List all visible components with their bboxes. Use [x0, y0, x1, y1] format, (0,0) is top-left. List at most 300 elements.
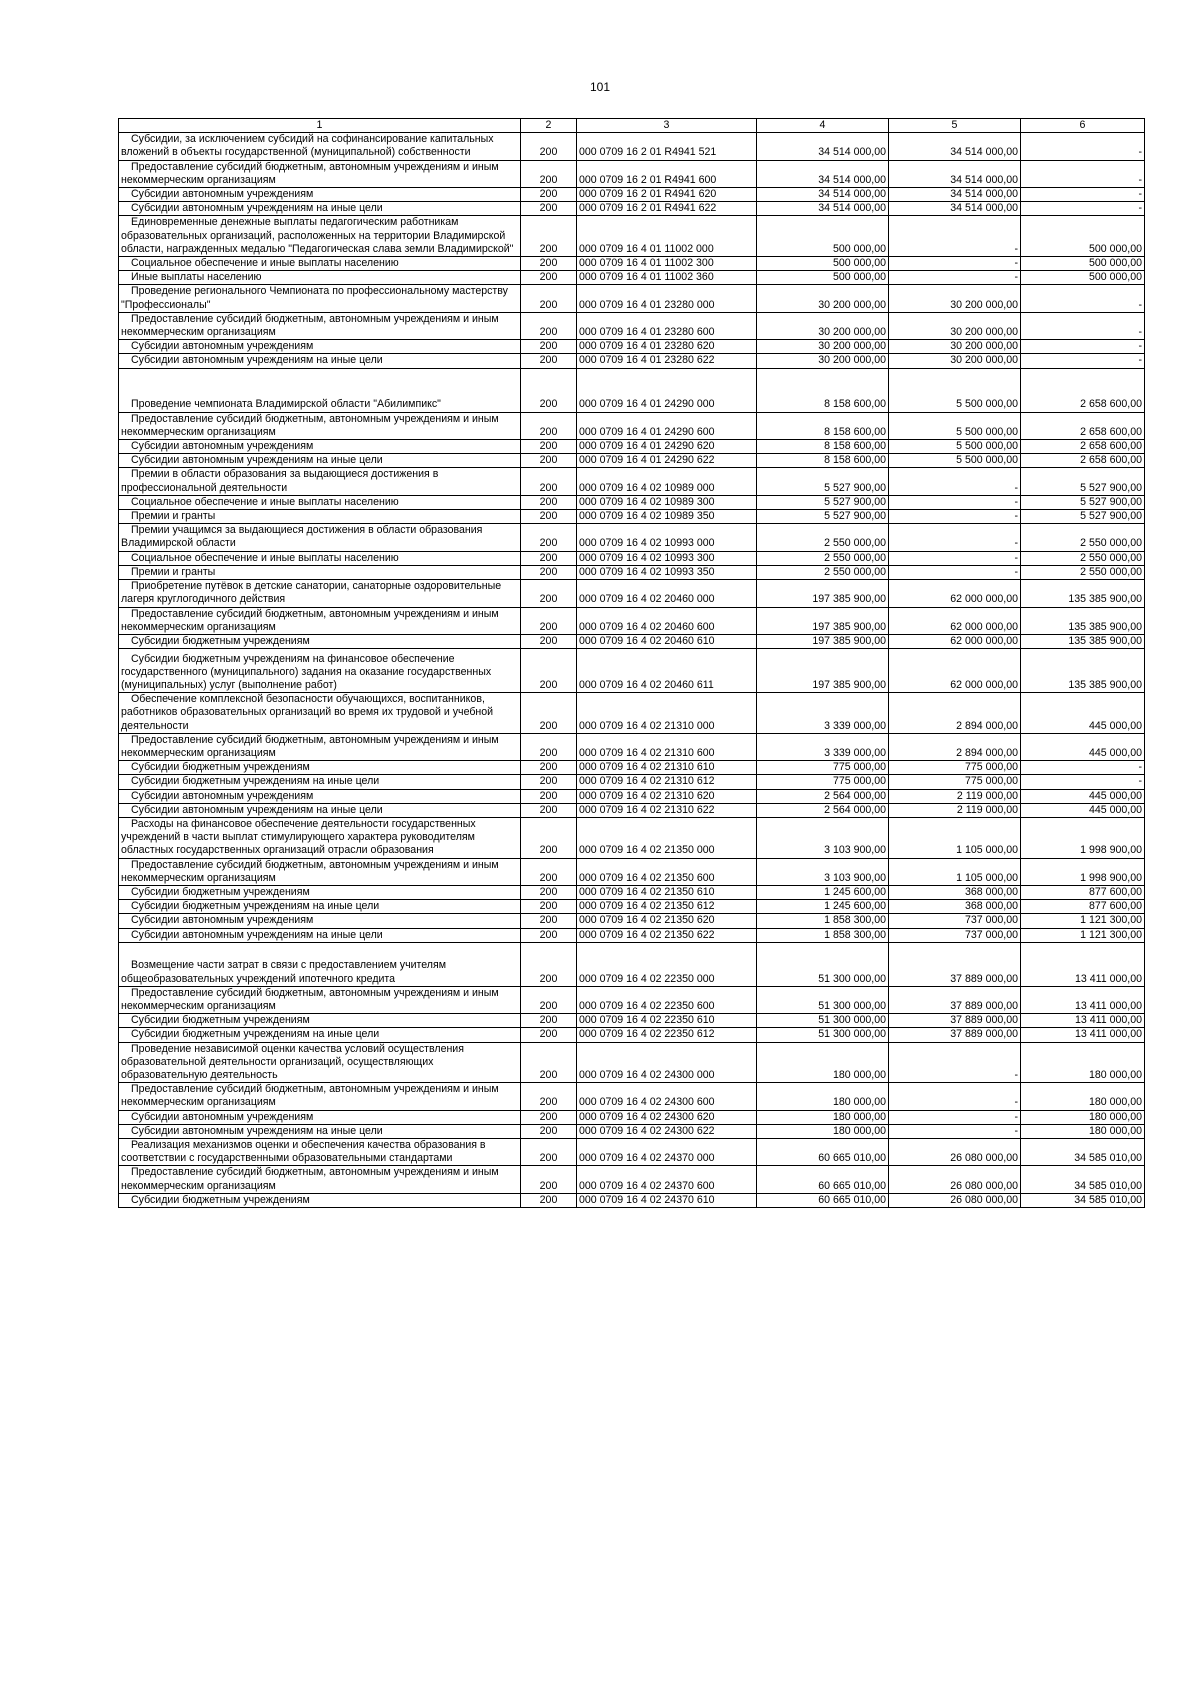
- row-value-col5: 1 105 000,00: [889, 858, 1021, 885]
- header-col-6: 6: [1021, 119, 1145, 133]
- row-value-col6: 877 600,00: [1021, 900, 1145, 914]
- row-name: Субсидии автономным учреждениям: [119, 914, 521, 928]
- row-code: 000 0709 16 4 02 21310 600: [577, 733, 757, 760]
- row-code: 000 0709 16 4 01 24290 600: [577, 412, 757, 439]
- row-value-col5: 34 514 000,00: [889, 133, 1021, 160]
- row-code: 000 0709 16 4 02 10993 350: [577, 565, 757, 579]
- row-grbs: 200: [521, 803, 577, 817]
- budget-table: [118, 118, 1145, 1208]
- row-name: Субсидии автономным учреждениям: [119, 340, 521, 354]
- row-code: 000 0709 16 2 01 R4941 600: [577, 160, 757, 187]
- row-code: 000 0709 16 4 02 21310 000: [577, 693, 757, 734]
- row-grbs: 200: [521, 1083, 577, 1110]
- row-value-col4: 60 665 010,00: [757, 1139, 889, 1166]
- row-code: 000 0709 16 4 01 11002 360: [577, 271, 757, 285]
- row-value-col5: 30 200 000,00: [889, 285, 1021, 312]
- row-value-col4: 197 385 900,00: [757, 607, 889, 634]
- header-row: [119, 119, 1145, 133]
- row-name: Предоставление субсидий бюджетным, автономным учреждениям и иным некоммерческим организациям: [119, 1083, 521, 1110]
- row-value-col4: 30 200 000,00: [757, 340, 889, 354]
- row-grbs: 200: [521, 510, 577, 524]
- row-name: Приобретение путёвок в детские санатории, санаторные оздоровительные лагеря круглогодичного действия: [119, 580, 521, 607]
- row-code: 000 0709 16 4 02 24370 000: [577, 1139, 757, 1166]
- row-value-col4: 180 000,00: [757, 1124, 889, 1138]
- row-grbs: 200: [521, 1028, 577, 1042]
- row-value-col6: 500 000,00: [1021, 257, 1145, 271]
- row-grbs: 200: [521, 454, 577, 468]
- row-value-col6: -: [1021, 761, 1145, 775]
- row-value-col5: -: [889, 257, 1021, 271]
- row-grbs: 200: [521, 942, 577, 986]
- row-code: 000 0709 16 4 02 21310 610: [577, 761, 757, 775]
- row-name: Реализация механизмов оценки и обеспечения качества образования в соответствии с государственными образовательными стандартами: [119, 1139, 521, 1166]
- row-value-col5: 737 000,00: [889, 928, 1021, 942]
- row-value-col4: 51 300 000,00: [757, 986, 889, 1013]
- row-value-col4: 1 858 300,00: [757, 914, 889, 928]
- row-grbs: 200: [521, 817, 577, 858]
- row-grbs: 200: [521, 202, 577, 216]
- row-name: Субсидии автономным учреждениям на иные цели: [119, 928, 521, 942]
- row-grbs: 200: [521, 160, 577, 187]
- row-grbs: 200: [521, 1193, 577, 1207]
- row-value-col5: -: [889, 216, 1021, 257]
- row-name: Субсидии бюджетным учреждениям на иные цели: [119, 900, 521, 914]
- table-row: [119, 1014, 1145, 1028]
- row-value-col6: 5 527 900,00: [1021, 495, 1145, 509]
- header-col-2: 2: [521, 119, 577, 133]
- row-grbs: 200: [521, 340, 577, 354]
- row-grbs: 200: [521, 885, 577, 899]
- row-value-col4: 5 527 900,00: [757, 495, 889, 509]
- table-row: [119, 1166, 1145, 1193]
- row-code: 000 0709 16 4 02 21310 622: [577, 803, 757, 817]
- table-row: [119, 271, 1145, 285]
- row-value-col4: 2 550 000,00: [757, 565, 889, 579]
- row-value-col6: 180 000,00: [1021, 1083, 1145, 1110]
- table-row: [119, 693, 1145, 734]
- row-value-col4: 60 665 010,00: [757, 1166, 889, 1193]
- row-value-col5: 1 105 000,00: [889, 817, 1021, 858]
- row-value-col5: 37 889 000,00: [889, 986, 1021, 1013]
- row-name: Возмещение части затрат в связи с предоставлением учителям общеобразовательных учреждений ипотечного кредита: [119, 942, 521, 986]
- row-name: Проведение независимой оценки качества условий осуществления образовательной деятельности организаций, осуществляющих образовательную деятельность: [119, 1042, 521, 1083]
- row-value-col4: 3 103 900,00: [757, 858, 889, 885]
- row-value-col5: 62 000 000,00: [889, 607, 1021, 634]
- row-value-col5: 62 000 000,00: [889, 649, 1021, 693]
- table-row: [119, 1042, 1145, 1083]
- row-value-col4: 180 000,00: [757, 1083, 889, 1110]
- row-name: Субсидии бюджетным учреждениям: [119, 1193, 521, 1207]
- row-name: Предоставление субсидий бюджетным, автономным учреждениям и иным некоммерческим организациям: [119, 607, 521, 634]
- row-value-col4: 8 158 600,00: [757, 440, 889, 454]
- row-value-col4: 30 200 000,00: [757, 312, 889, 339]
- row-name: Субсидии бюджетным учреждениям: [119, 761, 521, 775]
- table-row: [119, 551, 1145, 565]
- row-value-col6: 13 411 000,00: [1021, 1028, 1145, 1042]
- row-value-col4: 2 564 000,00: [757, 789, 889, 803]
- row-grbs: 200: [521, 565, 577, 579]
- table-row: [119, 1028, 1145, 1042]
- row-value-col6: 2 550 000,00: [1021, 565, 1145, 579]
- table-row: [119, 775, 1145, 789]
- table-row: [119, 634, 1145, 648]
- row-value-col6: 13 411 000,00: [1021, 942, 1145, 986]
- row-name: Обеспечение комплексной безопасности обучающихся, воспитанников, работников образовательных организаций во время их трудовой и учебной деятельности: [119, 693, 521, 734]
- row-value-col6: 34 585 010,00: [1021, 1139, 1145, 1166]
- row-name: Субсидии бюджетным учреждениям на финансовое обеспечение государственного (муниципального) задания на оказание государственных (муниципальных) услуг (выполнение работ): [119, 649, 521, 693]
- row-value-col5: 2 894 000,00: [889, 693, 1021, 734]
- row-value-col5: 775 000,00: [889, 761, 1021, 775]
- row-value-col4: 2 550 000,00: [757, 524, 889, 551]
- row-value-col6: 135 385 900,00: [1021, 634, 1145, 648]
- row-value-col4: 34 514 000,00: [757, 202, 889, 216]
- row-grbs: 200: [521, 761, 577, 775]
- row-code: 000 0709 16 4 01 24290 000: [577, 368, 757, 412]
- row-value-col5: -: [889, 495, 1021, 509]
- row-name: Субсидии автономным учреждениям: [119, 440, 521, 454]
- row-value-col6: 13 411 000,00: [1021, 1014, 1145, 1028]
- table-row: [119, 1124, 1145, 1138]
- row-value-col5: -: [889, 551, 1021, 565]
- row-value-col4: 180 000,00: [757, 1110, 889, 1124]
- row-value-col6: 135 385 900,00: [1021, 607, 1145, 634]
- row-value-col5: 2 894 000,00: [889, 733, 1021, 760]
- row-grbs: 200: [521, 1166, 577, 1193]
- row-value-col5: 2 119 000,00: [889, 789, 1021, 803]
- row-value-col4: 3 103 900,00: [757, 817, 889, 858]
- row-grbs: 200: [521, 285, 577, 312]
- row-code: 000 0709 16 4 02 22350 600: [577, 986, 757, 1013]
- table-row: [119, 858, 1145, 885]
- table-row: [119, 285, 1145, 312]
- row-value-col6: 180 000,00: [1021, 1110, 1145, 1124]
- row-value-col4: 500 000,00: [757, 271, 889, 285]
- row-grbs: 200: [521, 775, 577, 789]
- row-grbs: 200: [521, 914, 577, 928]
- row-value-col5: 62 000 000,00: [889, 580, 1021, 607]
- row-code: 000 0709 16 4 02 24300 622: [577, 1124, 757, 1138]
- row-value-col6: -: [1021, 285, 1145, 312]
- row-value-col4: 197 385 900,00: [757, 580, 889, 607]
- row-value-col6: -: [1021, 160, 1145, 187]
- row-value-col5: 5 500 000,00: [889, 412, 1021, 439]
- row-value-col6: 445 000,00: [1021, 803, 1145, 817]
- row-value-col4: 2 550 000,00: [757, 551, 889, 565]
- row-name: Субсидии бюджетным учреждениям: [119, 634, 521, 648]
- row-value-col4: 34 514 000,00: [757, 188, 889, 202]
- row-value-col6: 2 550 000,00: [1021, 524, 1145, 551]
- row-name: Предоставление субсидий бюджетным, автономным учреждениям и иным некоммерческим организациям: [119, 1166, 521, 1193]
- header-col-1: 1: [119, 119, 521, 133]
- row-value-col6: 877 600,00: [1021, 885, 1145, 899]
- row-grbs: 200: [521, 1139, 577, 1166]
- row-value-col4: 500 000,00: [757, 257, 889, 271]
- row-value-col6: 2 658 600,00: [1021, 454, 1145, 468]
- row-value-col6: 445 000,00: [1021, 789, 1145, 803]
- table-row: [119, 524, 1145, 551]
- row-name: Предоставление субсидий бюджетным, автономным учреждениям и иным некоммерческим организациям: [119, 160, 521, 187]
- row-value-col4: 60 665 010,00: [757, 1193, 889, 1207]
- table-row: [119, 649, 1145, 693]
- row-value-col4: 3 339 000,00: [757, 733, 889, 760]
- table-row: [119, 817, 1145, 858]
- row-name: Субсидии бюджетным учреждениям: [119, 1014, 521, 1028]
- row-value-col6: 445 000,00: [1021, 693, 1145, 734]
- row-value-col5: 737 000,00: [889, 914, 1021, 928]
- row-code: 000 0709 16 4 02 24370 610: [577, 1193, 757, 1207]
- table-row: [119, 312, 1145, 339]
- table-row: [119, 607, 1145, 634]
- row-code: 000 0709 16 4 02 20460 000: [577, 580, 757, 607]
- row-code: 000 0709 16 4 02 21350 600: [577, 858, 757, 885]
- table-row: [119, 900, 1145, 914]
- row-value-col6: 180 000,00: [1021, 1042, 1145, 1083]
- row-value-col5: 26 080 000,00: [889, 1166, 1021, 1193]
- row-code: 000 0709 16 4 02 21310 620: [577, 789, 757, 803]
- table-row: [119, 1083, 1145, 1110]
- row-grbs: 200: [521, 1042, 577, 1083]
- table-row: [119, 1110, 1145, 1124]
- row-name: Предоставление субсидий бюджетным, автономным учреждениям и иным некоммерческим организациям: [119, 733, 521, 760]
- table-row: [119, 133, 1145, 160]
- row-value-col6: 2 550 000,00: [1021, 551, 1145, 565]
- row-value-col4: 2 564 000,00: [757, 803, 889, 817]
- row-grbs: 200: [521, 440, 577, 454]
- row-code: 000 0709 16 4 02 21350 620: [577, 914, 757, 928]
- row-value-col4: 775 000,00: [757, 775, 889, 789]
- row-name: Премии учащимся за выдающиеся достижения в области образования Владимирской области: [119, 524, 521, 551]
- row-value-col4: 8 158 600,00: [757, 412, 889, 439]
- table-row: [119, 1193, 1145, 1207]
- table-row: [119, 914, 1145, 928]
- row-value-col4: 197 385 900,00: [757, 649, 889, 693]
- row-grbs: 200: [521, 634, 577, 648]
- row-grbs: 200: [521, 1110, 577, 1124]
- row-code: 000 0709 16 2 01 R4941 620: [577, 188, 757, 202]
- row-value-col6: 1 998 900,00: [1021, 858, 1145, 885]
- row-value-col5: -: [889, 271, 1021, 285]
- row-value-col5: -: [889, 1083, 1021, 1110]
- row-grbs: 200: [521, 789, 577, 803]
- row-name: Субсидии бюджетным учреждениям на иные цели: [119, 775, 521, 789]
- row-grbs: 200: [521, 1124, 577, 1138]
- row-grbs: 200: [521, 468, 577, 495]
- row-value-col4: 30 200 000,00: [757, 285, 889, 312]
- row-grbs: 200: [521, 412, 577, 439]
- table-row: [119, 160, 1145, 187]
- table-row: [119, 510, 1145, 524]
- row-grbs: 200: [521, 368, 577, 412]
- row-value-col5: 368 000,00: [889, 885, 1021, 899]
- row-value-col5: 5 500 000,00: [889, 440, 1021, 454]
- row-value-col4: 8 158 600,00: [757, 368, 889, 412]
- row-code: 000 0709 16 4 02 22350 612: [577, 1028, 757, 1042]
- row-value-col6: 500 000,00: [1021, 216, 1145, 257]
- table-row: [119, 803, 1145, 817]
- row-value-col6: 135 385 900,00: [1021, 649, 1145, 693]
- row-name: Социальное обеспечение и иные выплаты населению: [119, 551, 521, 565]
- row-name: Единовременные денежные выплаты педагогическим работникам образовательных организаций, расположенных на территории Владимирской области, награжденных медалью "Педагогическая слава земли Владимирской": [119, 216, 521, 257]
- row-code: 000 0709 16 4 02 24300 600: [577, 1083, 757, 1110]
- row-value-col6: 135 385 900,00: [1021, 580, 1145, 607]
- row-value-col6: 1 121 300,00: [1021, 928, 1145, 942]
- table-row: [119, 580, 1145, 607]
- row-grbs: 200: [521, 188, 577, 202]
- row-name: Субсидии автономным учреждениям: [119, 1110, 521, 1124]
- row-grbs: 200: [521, 1014, 577, 1028]
- row-grbs: 200: [521, 354, 577, 368]
- table-row: [119, 565, 1145, 579]
- row-value-col5: -: [889, 524, 1021, 551]
- row-value-col5: 37 889 000,00: [889, 1014, 1021, 1028]
- row-name: Субсидии автономным учреждениям на иные цели: [119, 454, 521, 468]
- page-number: 101: [589, 80, 611, 94]
- row-code: 000 0709 16 4 01 24290 622: [577, 454, 757, 468]
- row-value-col5: 30 200 000,00: [889, 340, 1021, 354]
- row-value-col5: 34 514 000,00: [889, 188, 1021, 202]
- row-code: 000 0709 16 2 01 R4941 521: [577, 133, 757, 160]
- table-row: [119, 885, 1145, 899]
- row-code: 000 0709 16 2 01 R4941 622: [577, 202, 757, 216]
- row-code: 000 0709 16 4 02 20460 611: [577, 649, 757, 693]
- row-value-col6: 34 585 010,00: [1021, 1193, 1145, 1207]
- row-value-col6: -: [1021, 354, 1145, 368]
- table-row: [119, 454, 1145, 468]
- row-grbs: 200: [521, 986, 577, 1013]
- row-grbs: 200: [521, 928, 577, 942]
- row-name: Расходы на финансовое обеспечение деятельности государственных учреждений в части выплат стимулирующего характера руководителям областных государственных организаций отрасли образования: [119, 817, 521, 858]
- table-row: [119, 1139, 1145, 1166]
- row-value-col6: -: [1021, 188, 1145, 202]
- row-value-col6: 2 658 600,00: [1021, 412, 1145, 439]
- table-row: [119, 340, 1145, 354]
- row-name: Социальное обеспечение и иные выплаты населению: [119, 257, 521, 271]
- row-code: 000 0709 16 4 02 21350 000: [577, 817, 757, 858]
- row-value-col4: 30 200 000,00: [757, 354, 889, 368]
- header-col-5: 5: [889, 119, 1021, 133]
- row-value-col6: 13 411 000,00: [1021, 986, 1145, 1013]
- table-row: [119, 354, 1145, 368]
- row-code: 000 0709 16 4 01 23280 000: [577, 285, 757, 312]
- table-row: [119, 789, 1145, 803]
- row-name: Социальное обеспечение и иные выплаты населению: [119, 495, 521, 509]
- row-grbs: 200: [521, 312, 577, 339]
- row-value-col6: -: [1021, 202, 1145, 216]
- row-value-col5: 5 500 000,00: [889, 368, 1021, 412]
- row-code: 000 0709 16 4 01 23280 622: [577, 354, 757, 368]
- row-value-col6: 34 585 010,00: [1021, 1166, 1145, 1193]
- row-name: Премии и гранты: [119, 510, 521, 524]
- row-value-col4: 34 514 000,00: [757, 160, 889, 187]
- table-row: [119, 733, 1145, 760]
- row-value-col6: 1 121 300,00: [1021, 914, 1145, 928]
- row-value-col4: 51 300 000,00: [757, 1028, 889, 1042]
- row-name: Субсидии автономным учреждениям на иные цели: [119, 202, 521, 216]
- row-code: 000 0709 16 4 01 11002 000: [577, 216, 757, 257]
- row-value-col5: 26 080 000,00: [889, 1139, 1021, 1166]
- row-value-col5: 368 000,00: [889, 900, 1021, 914]
- row-code: 000 0709 16 4 02 21310 612: [577, 775, 757, 789]
- row-value-col5: 34 514 000,00: [889, 202, 1021, 216]
- row-value-col4: 775 000,00: [757, 761, 889, 775]
- row-grbs: 200: [521, 693, 577, 734]
- row-grbs: 200: [521, 271, 577, 285]
- header-col-3: 3: [577, 119, 757, 133]
- row-value-col6: 445 000,00: [1021, 733, 1145, 760]
- row-value-col6: 500 000,00: [1021, 271, 1145, 285]
- row-name: Субсидии, за исключением субсидий на софинансирование капитальных вложений в объекты государственной (муниципальной) собственности: [119, 133, 521, 160]
- row-value-col4: 1 245 600,00: [757, 900, 889, 914]
- row-name: Предоставление субсидий бюджетным, автономным учреждениям и иным некоммерческим организациям: [119, 412, 521, 439]
- row-value-col4: 197 385 900,00: [757, 634, 889, 648]
- row-value-col5: 34 514 000,00: [889, 160, 1021, 187]
- row-value-col4: 180 000,00: [757, 1042, 889, 1083]
- row-value-col6: 1 998 900,00: [1021, 817, 1145, 858]
- row-grbs: 200: [521, 524, 577, 551]
- header-col-4: 4: [757, 119, 889, 133]
- table-row: [119, 986, 1145, 1013]
- row-value-col5: -: [889, 1042, 1021, 1083]
- row-code: 000 0709 16 4 02 22350 610: [577, 1014, 757, 1028]
- row-grbs: 200: [521, 551, 577, 565]
- row-code: 000 0709 16 4 02 10993 300: [577, 551, 757, 565]
- row-grbs: 200: [521, 900, 577, 914]
- row-value-col5: 26 080 000,00: [889, 1193, 1021, 1207]
- row-code: 000 0709 16 4 02 22350 000: [577, 942, 757, 986]
- table-row: [119, 761, 1145, 775]
- row-code: 000 0709 16 4 02 24300 000: [577, 1042, 757, 1083]
- row-code: 000 0709 16 4 02 24300 620: [577, 1110, 757, 1124]
- row-name: Премии и гранты: [119, 565, 521, 579]
- row-code: 000 0709 16 4 02 10989 300: [577, 495, 757, 509]
- row-grbs: 200: [521, 580, 577, 607]
- row-code: 000 0709 16 4 02 10989 350: [577, 510, 757, 524]
- row-name: Субсидии бюджетным учреждениям на иные цели: [119, 1028, 521, 1042]
- row-code: 000 0709 16 4 01 23280 620: [577, 340, 757, 354]
- row-grbs: 200: [521, 733, 577, 760]
- row-name: Проведение регионального Чемпионата по профессиональному мастерству "Профессионалы": [119, 285, 521, 312]
- row-value-col5: -: [889, 565, 1021, 579]
- table-row: [119, 216, 1145, 257]
- row-grbs: 200: [521, 216, 577, 257]
- row-value-col5: 2 119 000,00: [889, 803, 1021, 817]
- row-value-col5: -: [889, 1110, 1021, 1124]
- row-value-col5: 37 889 000,00: [889, 942, 1021, 986]
- table-row: [119, 495, 1145, 509]
- row-value-col6: -: [1021, 312, 1145, 339]
- row-name: Субсидии автономным учреждениям на иные цели: [119, 803, 521, 817]
- row-value-col6: 5 527 900,00: [1021, 468, 1145, 495]
- row-grbs: 200: [521, 495, 577, 509]
- row-value-col5: 37 889 000,00: [889, 1028, 1021, 1042]
- table-body: [119, 133, 1145, 1208]
- row-name: Предоставление субсидий бюджетным, автономным учреждениям и иным некоммерческим организациям: [119, 858, 521, 885]
- row-name: Субсидии автономным учреждениям на иные цели: [119, 1124, 521, 1138]
- row-value-col5: 30 200 000,00: [889, 312, 1021, 339]
- row-value-col6: 2 658 600,00: [1021, 440, 1145, 454]
- row-value-col4: 51 300 000,00: [757, 1014, 889, 1028]
- row-code: 000 0709 16 4 02 20460 610: [577, 634, 757, 648]
- row-grbs: 200: [521, 649, 577, 693]
- row-code: 000 0709 16 4 02 10993 000: [577, 524, 757, 551]
- row-value-col5: -: [889, 1124, 1021, 1138]
- row-value-col4: 34 514 000,00: [757, 133, 889, 160]
- row-name: Премии в области образования за выдающиеся достижения в профессиональной деятельности: [119, 468, 521, 495]
- table-row: [119, 942, 1145, 986]
- row-code: 000 0709 16 4 01 11002 300: [577, 257, 757, 271]
- row-code: 000 0709 16 4 01 24290 620: [577, 440, 757, 454]
- row-code: 000 0709 16 4 02 20460 600: [577, 607, 757, 634]
